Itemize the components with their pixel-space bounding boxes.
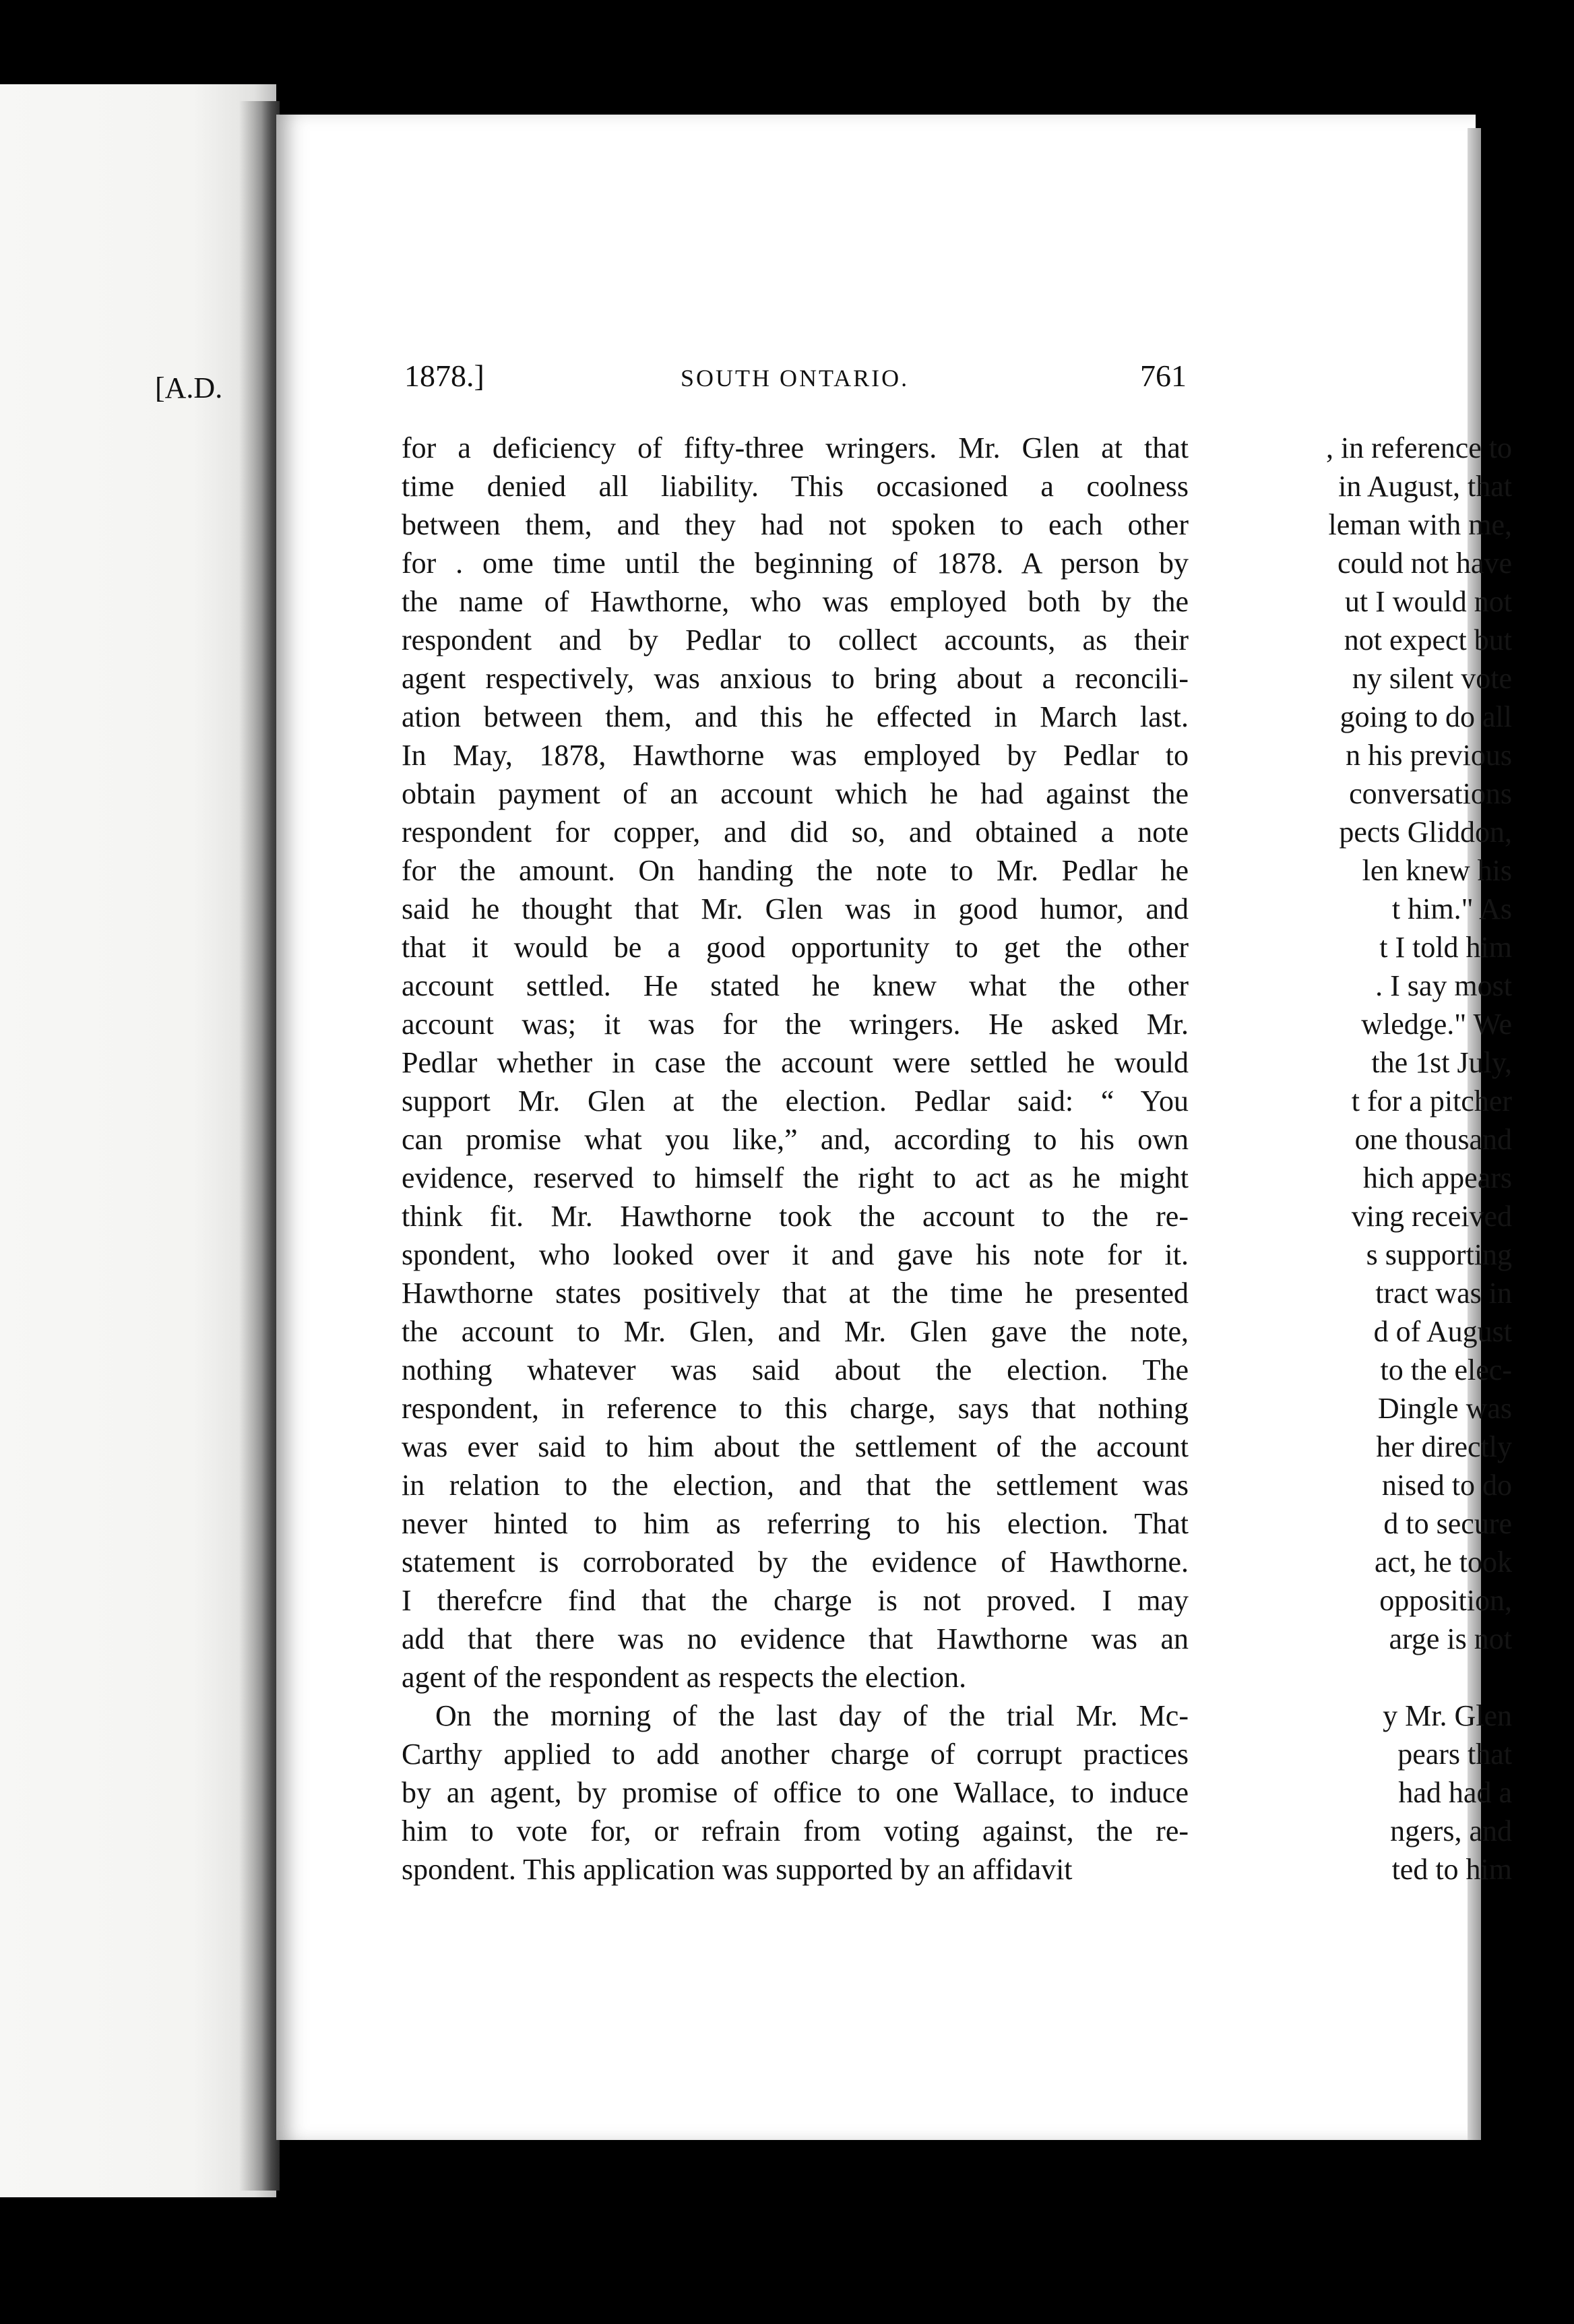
- left-page-line: nised to do: [1381, 1469, 1512, 1502]
- text-line: him to vote for, or refrain from voting against, the re-: [402, 1814, 1189, 1847]
- left-page-line: leman with me,: [1328, 508, 1512, 541]
- text-line: account was; it was for the wringers. He asked Mr.: [402, 1008, 1189, 1041]
- text-line: add that there was no evidence that Hawthorne was an: [402, 1622, 1189, 1655]
- left-page-line: len knew his: [1362, 854, 1512, 887]
- left-page-line: s supporting: [1366, 1238, 1512, 1271]
- text-line: spondent, who looked over it and gave his note for it.: [402, 1238, 1189, 1271]
- text-line: for a deficiency of fifty-three wringers. Mr. Glen at that: [402, 431, 1189, 464]
- left-page-line: [1242, 1658, 1512, 1696]
- left-page-line: hich appears: [1362, 1161, 1512, 1194]
- left-page-line: going to do all: [1340, 700, 1512, 733]
- left-page-line: ngers, and: [1390, 1814, 1512, 1847]
- text-line: time denied all liability. This occasioned a coolness: [402, 470, 1189, 503]
- left-page-line: her directly: [1376, 1430, 1512, 1463]
- text-line: that it would be a good opportunity to get the other: [402, 931, 1189, 964]
- text-line: ation between them, and this he effected in March last.: [402, 700, 1189, 733]
- left-page-line: ut I would not: [1344, 585, 1512, 618]
- text-line: Carthy applied to add another charge of corrupt practices: [402, 1738, 1189, 1771]
- left-page-line: pects Gliddon,: [1339, 816, 1512, 849]
- text-line: said he thought that Mr. Glen was in good humor, and: [402, 892, 1189, 925]
- text-line: spondent. This application was supported by an affidavit: [402, 1853, 1073, 1886]
- left-page-line: . I say most: [1375, 969, 1512, 1002]
- left-page-line: to the elec-: [1380, 1353, 1512, 1386]
- left-page-line: could not have: [1337, 547, 1512, 580]
- left-page-line: in August, that: [1338, 470, 1512, 503]
- text-line: in relation to the election, and that the settlement was: [402, 1469, 1189, 1502]
- left-page: [0, 84, 276, 2197]
- left-page-line: ving received: [1351, 1200, 1512, 1233]
- left-page-line: ny silent vote: [1352, 662, 1512, 695]
- text-line: On the morning of the last day of the trial Mr. Mc-: [435, 1699, 1189, 1732]
- text-line: respondent for copper, and did so, and obtained a note: [402, 816, 1189, 849]
- left-page-line: t him." As: [1391, 892, 1512, 925]
- text-line: obtain payment of an account which he had against the: [402, 777, 1189, 810]
- left-page-line: act, he took: [1374, 1546, 1512, 1579]
- page-number: 761: [1140, 359, 1187, 393]
- left-page-line: y Mr. Glen: [1383, 1699, 1512, 1732]
- text-line: was ever said to him about the settlement of the account: [402, 1430, 1189, 1463]
- left-page-line: t I told him: [1379, 931, 1512, 964]
- left-page-line: d of August: [1373, 1315, 1512, 1348]
- left-page-text: [1242, 429, 1512, 1889]
- text-line: never hinted to him as referring to his election. That: [402, 1507, 1189, 1540]
- text-line: Hawthorne states positively that at the time he presented: [402, 1277, 1189, 1310]
- running-head-year: 1878.]: [404, 359, 484, 393]
- left-page-line: conversations: [1349, 777, 1512, 810]
- left-page-line: Dingle was: [1377, 1392, 1512, 1425]
- book-gutter: [239, 101, 280, 2191]
- left-page-line: ted to him: [1391, 1853, 1512, 1886]
- left-page-running-head: [A.D.: [155, 371, 223, 404]
- text-line: support Mr. Glen at the election. Pedlar said: “ You: [402, 1084, 1189, 1118]
- left-page-line: had had a: [1398, 1776, 1512, 1809]
- text-line: think fit. Mr. Hawthorne took the account to the re-: [402, 1200, 1189, 1233]
- text-line: respondent, in reference to this charge, says that nothing: [402, 1392, 1189, 1425]
- left-page-line: arge is not: [1389, 1622, 1512, 1655]
- text-line: the name of Hawthorne, who was employed both by the: [402, 585, 1189, 618]
- text-line: by an agent, by promise of office to one Wallace, to induce: [402, 1776, 1189, 1809]
- left-page-line: one thousand: [1354, 1123, 1512, 1156]
- text-line: statement is corroborated by the evidence of Hawthorne.: [402, 1546, 1189, 1579]
- text-line: Pedlar whether in case the account were settled he would: [402, 1046, 1189, 1079]
- text-line: In May, 1878, Hawthorne was employed by Pedlar to: [402, 739, 1189, 772]
- text-line: agent of the respondent as respects the election.: [402, 1661, 967, 1694]
- running-head-title: SOUTH ONTARIO.: [681, 365, 910, 392]
- text-line: account settled. He stated he knew what the other: [402, 969, 1189, 1002]
- left-page-line: opposition,: [1379, 1584, 1512, 1617]
- text-line: evidence, reserved to himself the right to act as he might: [402, 1161, 1189, 1194]
- text-line: I therefcre find that the charge is not proved. I may: [402, 1584, 1189, 1617]
- text-line: can promise what you like,” and, according to his own: [402, 1123, 1189, 1156]
- text-line: for the amount. On handing the note to Mr. Pedlar he: [402, 854, 1189, 887]
- left-page-line: d to secure: [1383, 1507, 1512, 1540]
- left-page-line: tract was in: [1375, 1277, 1512, 1310]
- left-page-line: pears that: [1397, 1738, 1512, 1771]
- left-page-line: t for a pitcher: [1351, 1084, 1512, 1118]
- left-page-line: n his previous: [1346, 739, 1512, 772]
- text-line: nothing whatever was said about the election. The: [402, 1353, 1189, 1386]
- left-page-line: not expect but: [1344, 623, 1512, 656]
- left-page-line: wledge." We: [1361, 1008, 1512, 1041]
- text-line: between them, and they had not spoken to each other: [402, 508, 1189, 541]
- left-page-line: , in reference to: [1325, 431, 1512, 464]
- text-line: for . ome time until the beginning of 1878. A person by: [402, 547, 1189, 580]
- text-line: the account to Mr. Glen, and Mr. Glen gave the note,: [402, 1315, 1189, 1348]
- page-body: [402, 429, 1189, 1889]
- text-line: respondent and by Pedlar to collect accounts, as their: [402, 623, 1189, 656]
- text-line: agent respectively, was anxious to bring about a reconcili-: [402, 662, 1189, 695]
- left-page-line: the 1st July,: [1371, 1046, 1512, 1079]
